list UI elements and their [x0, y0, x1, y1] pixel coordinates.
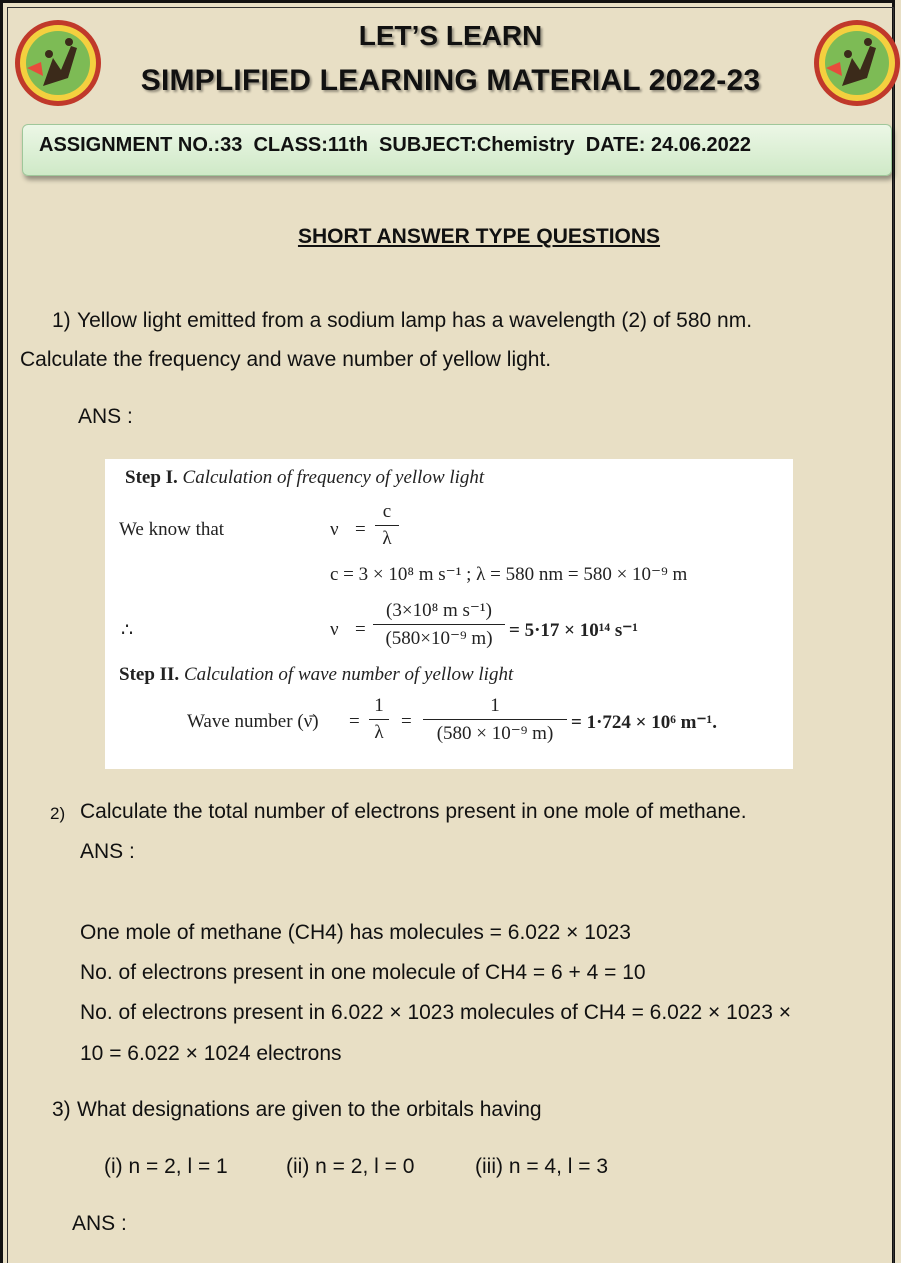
answer-2-line-4: 10 = 6.022 × 1024 electrons	[80, 1042, 342, 1065]
question-3-option-ii: (ii) n = 2, l = 0	[286, 1155, 415, 1178]
section-heading: SHORT ANSWER TYPE QUESTIONS	[297, 225, 661, 248]
wave-number-result: = 1·724 × 10⁶ m⁻¹.	[571, 712, 717, 733]
frequency-result: = 5·17 × 10¹⁴ s⁻¹	[509, 620, 639, 641]
one-over-lambda-fraction: 1 λ	[369, 695, 389, 744]
nu-symbol-2: ν	[330, 619, 339, 640]
answer-1-label: ANS :	[78, 405, 133, 428]
equals-sign-4: =	[401, 711, 412, 732]
equals-sign-2: =	[355, 619, 366, 640]
assignment-info-bar: ASSIGNMENT NO.:33 CLASS:11th SUBJECT:Chemistry DATE: 24.06.2022	[22, 124, 892, 176]
answer-3-label: ANS :	[72, 1212, 127, 1235]
question-2-text: Calculate the total number of electrons present in one mole of methane.	[80, 800, 747, 823]
question-1-text: Yellow light emitted from a sodium lamp has a wavelength (2) of 580 nm.	[77, 309, 753, 332]
step-2-heading: Step II. Calculation of wave number of yellow light	[119, 664, 514, 685]
equals-sign-3: =	[349, 711, 360, 732]
wave-number-fraction: 1 (580 × 10⁻⁹ m)	[423, 695, 567, 745]
question-1-text-cont: Calculate the frequency and wave number of yellow light.	[20, 348, 552, 371]
answer-2-line-3: No. of electrons present in 6.022 × 1023 molecules of CH4 = 6.022 × 1023 ×	[80, 1001, 791, 1024]
therefore-symbol: ∴	[121, 620, 134, 641]
answer-2-line-1: One mole of methane (CH4) has molecules = 6.022 × 1023	[80, 921, 631, 944]
frequency-fraction: (3×10⁸ m s⁻¹) (580×10⁻⁹ m)	[373, 599, 505, 650]
header-subtitle: SIMPLIFIED LEARNING MATERIAL 2022-23	[140, 64, 761, 97]
solution-1-box	[105, 459, 793, 769]
question-1-number: 1)	[52, 309, 71, 332]
question-2-number: 2)	[50, 804, 66, 823]
question-3-text: What designations are given to the orbitals having	[77, 1098, 542, 1121]
answer-2-line-2: No. of electrons present in one molecule of CH4 = 6 + 4 = 10	[80, 961, 646, 984]
question-3-option-i: (i) n = 2, l = 1	[104, 1155, 228, 1178]
header-title: LET’S LEARN	[358, 20, 543, 51]
we-know-text: We know that	[119, 519, 225, 540]
equals-sign: =	[355, 519, 366, 540]
question-3-option-iii: (iii) n = 4, l = 3	[475, 1155, 609, 1178]
given-values: c = 3 × 10⁸ m s⁻¹ ; λ = 580 nm = 580 × 10⁻⁹ m	[330, 564, 688, 585]
nu-symbol: ν	[330, 519, 339, 540]
question-3-number: 3)	[52, 1098, 71, 1121]
c-over-lambda-fraction: c λ	[375, 501, 399, 550]
answer-2-label: ANS :	[80, 840, 135, 863]
wave-number-label: Wave number (ν̄)	[187, 711, 319, 732]
step-1-heading: Step I. Calculation of frequency of yellow light	[125, 467, 485, 488]
